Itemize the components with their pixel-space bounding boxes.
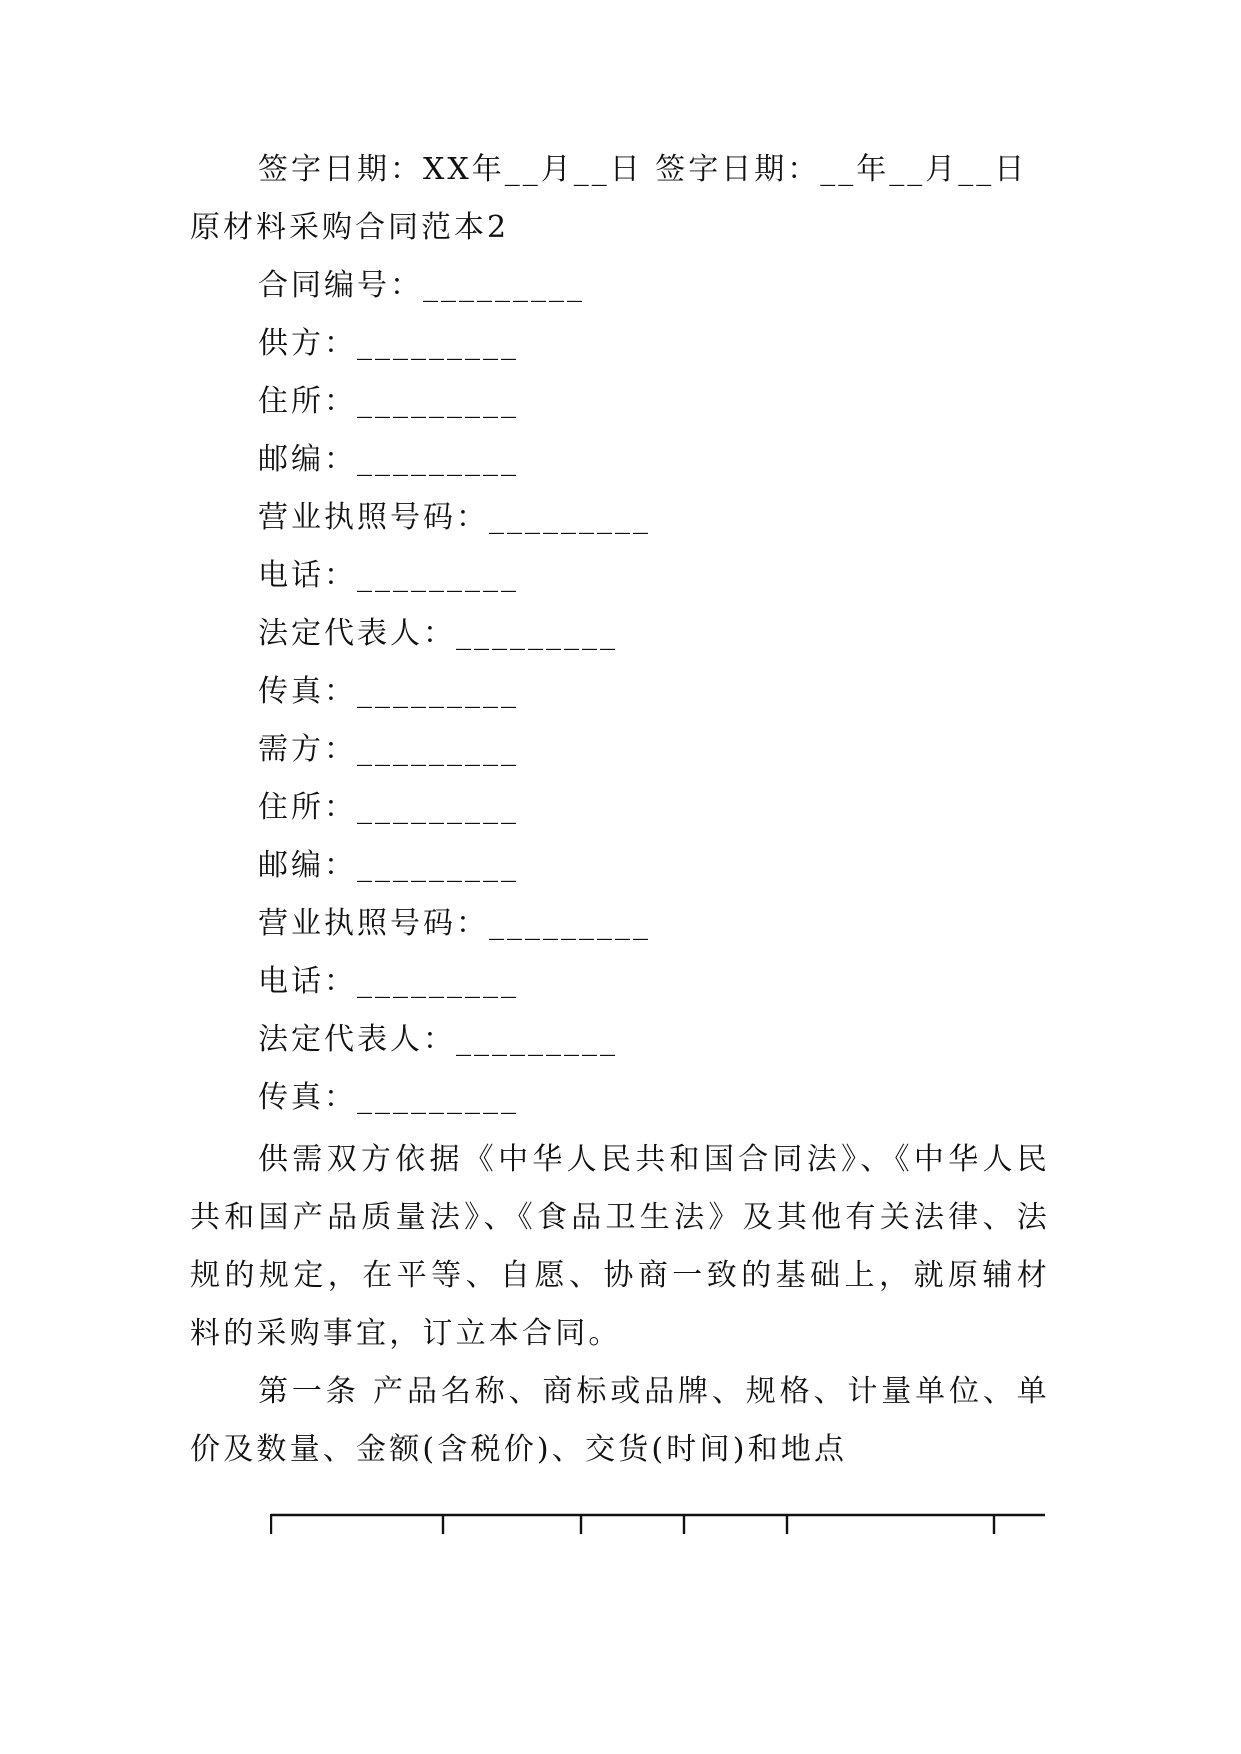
buyer-fax-field: 传真：_________ (258, 1080, 519, 1115)
supplier-party-field: 供方：_________ (258, 326, 519, 361)
supplier-address-field: 住所：_________ (258, 384, 519, 419)
supplier-phone-field: 电话：_________ (258, 558, 519, 593)
buyer-address-field: 住所：_________ (258, 790, 519, 825)
buyer-legal-rep-field: 法定代表人：_________ (258, 1022, 618, 1057)
buyer-phone-field: 电话：_________ (258, 964, 519, 999)
buyer-license-field: 营业执照号码：_________ (258, 906, 651, 941)
supplier-postcode-field: 邮编：_________ (258, 442, 519, 477)
buyer-postcode-field: 邮编：_________ (258, 848, 519, 883)
buyer-party-field: 需方：_________ (258, 732, 519, 767)
contract-number-field: 合同编号：_________ (258, 268, 585, 303)
supplier-license-field: 营业执照号码：_________ (258, 500, 651, 535)
document-title: 原材料采购合同范本2 (190, 210, 510, 245)
signature-date-line: 签字日期：XX年__月__日 签字日期：__年__月__日 (258, 152, 1028, 187)
table-top-border (270, 1508, 1045, 1534)
supplier-fax-field: 传真：_________ (258, 674, 519, 709)
supplier-legal-rep-field: 法定代表人：_________ (258, 616, 618, 651)
article-1-paragraph: 第一条 产品名称、商标或品牌、规格、计量单位、单价及数量、金额(含税价)、交货(时间)和地点 (190, 1374, 1050, 1467)
preamble-paragraph: 供需双方依据《中华人民共和国合同法》、《中华人民共和国产品质量法》、《食品卫生法》及其他有关法律、法规的规定，在平等、自愿、协商一致的基础上，就原辅材料的采购事宜，订立本合同。 (190, 1142, 1050, 1351)
